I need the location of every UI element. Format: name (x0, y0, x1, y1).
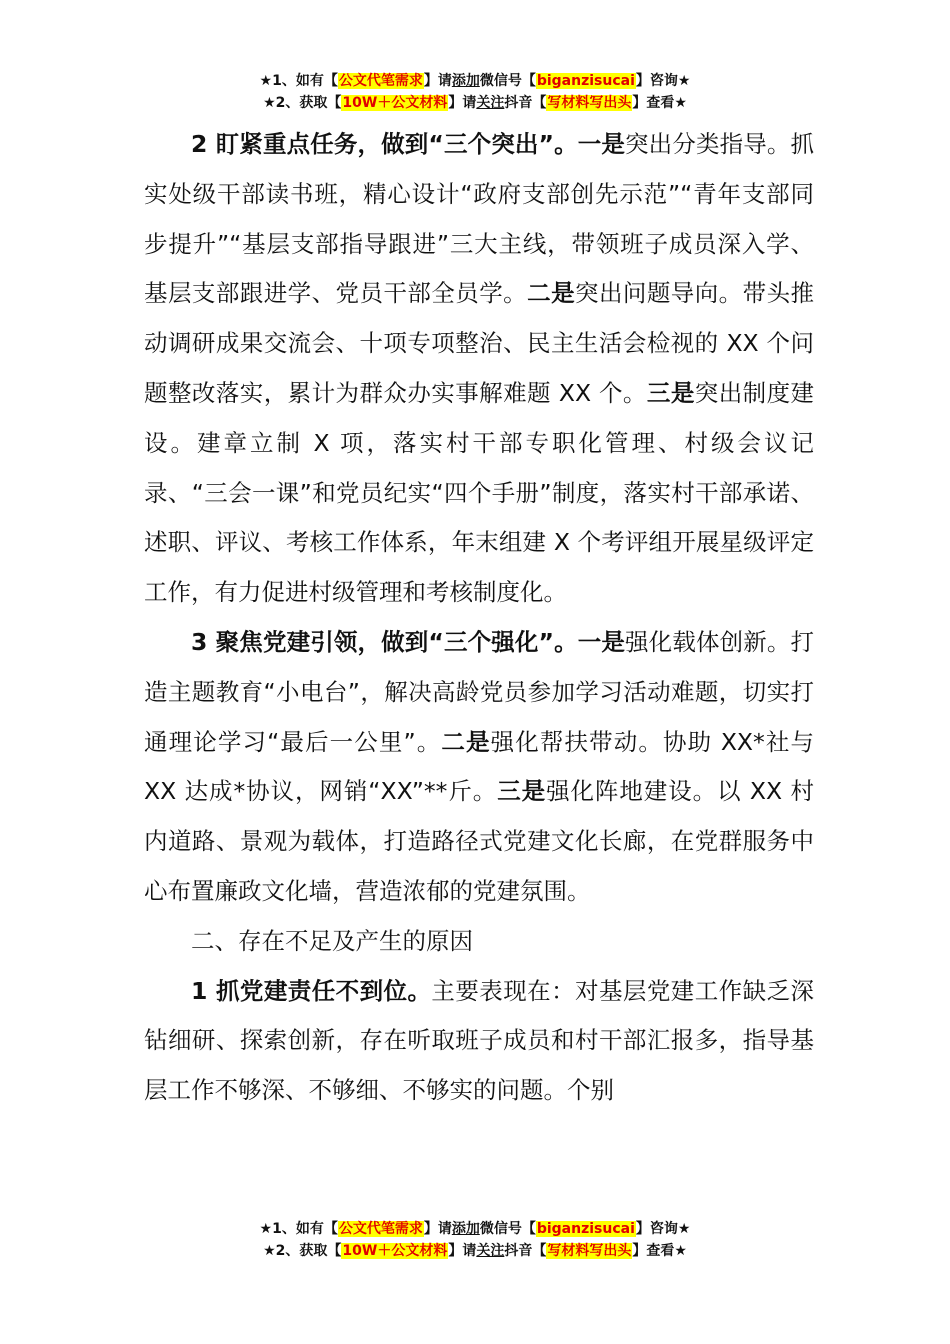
paragraph-responsibility: 1 抓党建责任不到位。主要表现在：对基层党建工作缺乏深钻细研、探索创新，存在听取班子成员和村干部汇报多，指导基层工作不够深、不够细、不够实的问题。个别 (144, 976, 814, 1105)
paragraph-heading: 2 盯紧重点任务，做到“三个突出”。 (191, 130, 578, 158)
top-banner (0, 70, 950, 114)
section-title: 二、存在不足及产生的原因 (191, 926, 473, 955)
banner-line-1: ★1、如有【公文代笔需求】请添加微信号【biganzisucai】咨询★ (259, 1221, 691, 1237)
highlight-service: 公文代笔需求 (338, 73, 423, 89)
banner-line-2: ★2、获取【10W＋公文材料】请关注抖音【写材料写出头】查看★ (263, 1243, 687, 1259)
highlight-wechat-id: biganzisucai (536, 1221, 635, 1237)
highlight-wechat-id: biganzisucai (536, 73, 635, 89)
paragraph-heading: 1 抓党建责任不到位。 (191, 976, 432, 1005)
banner-line-1: ★1、如有【公文代笔需求】请添加微信号【biganzisucai】咨询★ (259, 73, 691, 89)
highlight-materials: 10W＋公文材料 (342, 95, 448, 111)
paragraph-heading: 3 聚焦党建引领，做到“三个强化”。 (191, 627, 578, 656)
paragraph-key-tasks: 2 盯紧重点任务，做到“三个突出”。一是突出分类指导。抓实处级干部读书班，精心设计“政府支部创先示范”“青年支部同步提升”“基层支部指导跟进”三大主线，带领班子成员深入学、基层支部跟进学、党员干部全员学。二是突出问题导向。带头推动调研成果交流会、十项专项整治、民主生活会检视的 XX 个问题整改落实，累计为群众办实事解难题 XX 个。三是突出制度建设。建章立制 X 项，落实村干部专职化管理、村级会议记录、“三会一课”和党员纪实“四个手册”制度，落实村干部承诺、述职、评议、考核工作体系，年末组建 X 个考评组开展星级评定工作，有力促进村级管理和考核制度化。 (144, 130, 815, 607)
document-body (144, 120, 814, 1116)
highlight-douyin-account: 写材料写出头 (547, 1243, 632, 1259)
paragraph-party-leadership: 3 聚焦党建引领，做到“三个强化”。一是强化载体创新。打造主题教育“小电台”，解决高龄党员参加学习活动难题，切实打通理论学习“最后一公里”。二是强化帮扶带动。协助 XX*社与 XX 达成*协议，网销“XX”**斤。三是强化阵地建设。以 XX 村内道路、景观为载体，打造路径式党建文化长廊，在党群服务中心布置廉政文化墙，营造浓郁的党建氛围。 (144, 627, 815, 905)
highlight-materials: 10W＋公文材料 (342, 1243, 448, 1259)
highlight-douyin-account: 写材料写出头 (547, 95, 632, 111)
bottom-banner (0, 1218, 950, 1262)
banner-line-2: ★2、获取【10W＋公文材料】请关注抖音【写材料写出头】查看★ (263, 95, 687, 111)
highlight-service: 公文代笔需求 (338, 1221, 423, 1237)
